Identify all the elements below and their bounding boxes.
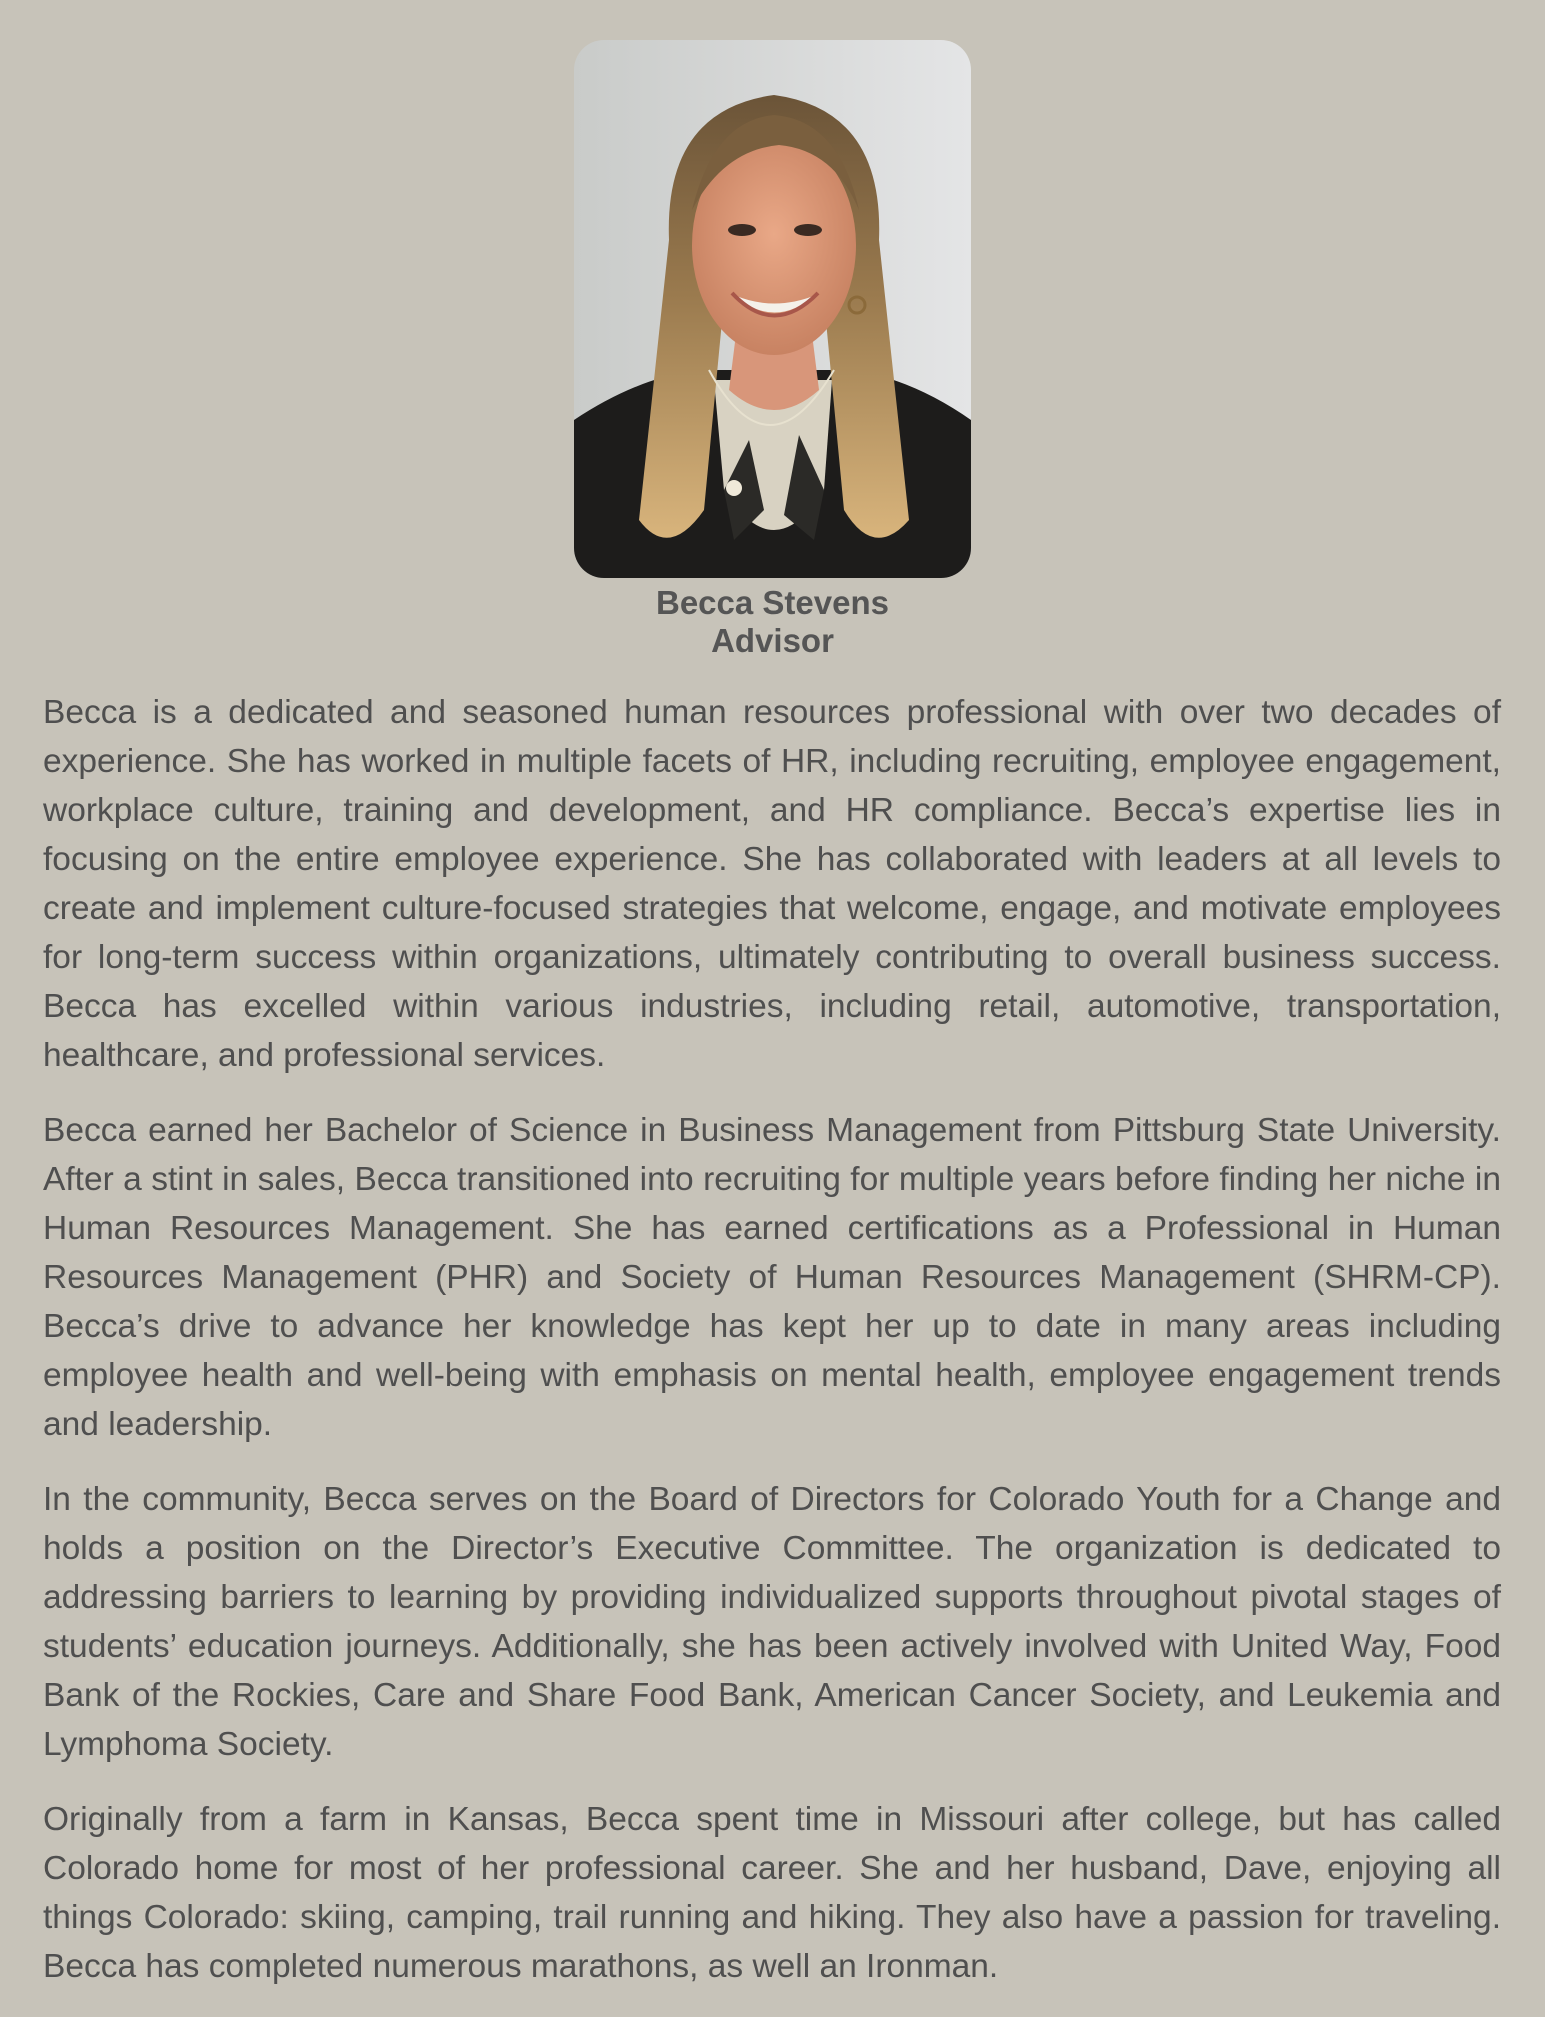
- portrait-image: [574, 40, 971, 578]
- profile-header: [0, 584, 1545, 660]
- bio-paragraph: Becca earned her Bachelor of Science in Business Management from Pittsburg State University. After a stint in sales, Becca transitioned into recruiting for multiple years before finding her niche in Human Resources Management. She has earned certifications as a Professional in Human Resources Management (PHR) and Society of Human Resources Management (SHRM-CP). Becca’s drive to advance her knowledge has kept her up to date in many areas including employee health and well-being with emphasis on mental health, employee engagement trends and leadership.: [43, 1112, 1501, 1443]
- person-title: Advisor: [711, 622, 834, 659]
- bio-paragraph: Originally from a farm in Kansas, Becca spent time in Missouri after college, but has called Colorado home for most of her professional career. She and her husband, Dave, enjoying all things Colorado: skiing, camping, trail running and hiking. They also have a passion for traveling. Becca has completed numerous marathons, as well an Ironman.: [43, 1801, 1501, 1985]
- bio-paragraph: In the community, Becca serves on the Board of Directors for Colorado Youth for a Change and holds a position on the Director’s Executive Committee. The organization is dedicated to addressing barriers to learning by providing individualized supports throughout pivotal stages of students’ education journeys. Additionally, she has been actively involved with United Way, Food Bank of the Rockies, Care and Share Food Bank, American Cancer Society, and Leukemia and Lymphoma Society.: [43, 1481, 1501, 1763]
- bio-section: [43, 688, 1501, 2017]
- bio-paragraph: Becca is a dedicated and seasoned human resources professional with over two decades of experience. She has worked in multiple facets of HR, including recruiting, employee engagement, workplace culture, training and development, and HR compliance. Becca’s expertise lies in focusing on the entire employee experience. She has collaborated with leaders at all levels to create and implement culture-focused strategies that welcome, engage, and motivate employees for long-term success within organizations, ultimately contributing to overall business success. Becca has excelled within various industries, including retail, automotive, transportation, healthcare, and professional services.: [43, 694, 1501, 1074]
- person-name: Becca Stevens: [656, 584, 889, 621]
- profile-photo: [574, 40, 971, 578]
